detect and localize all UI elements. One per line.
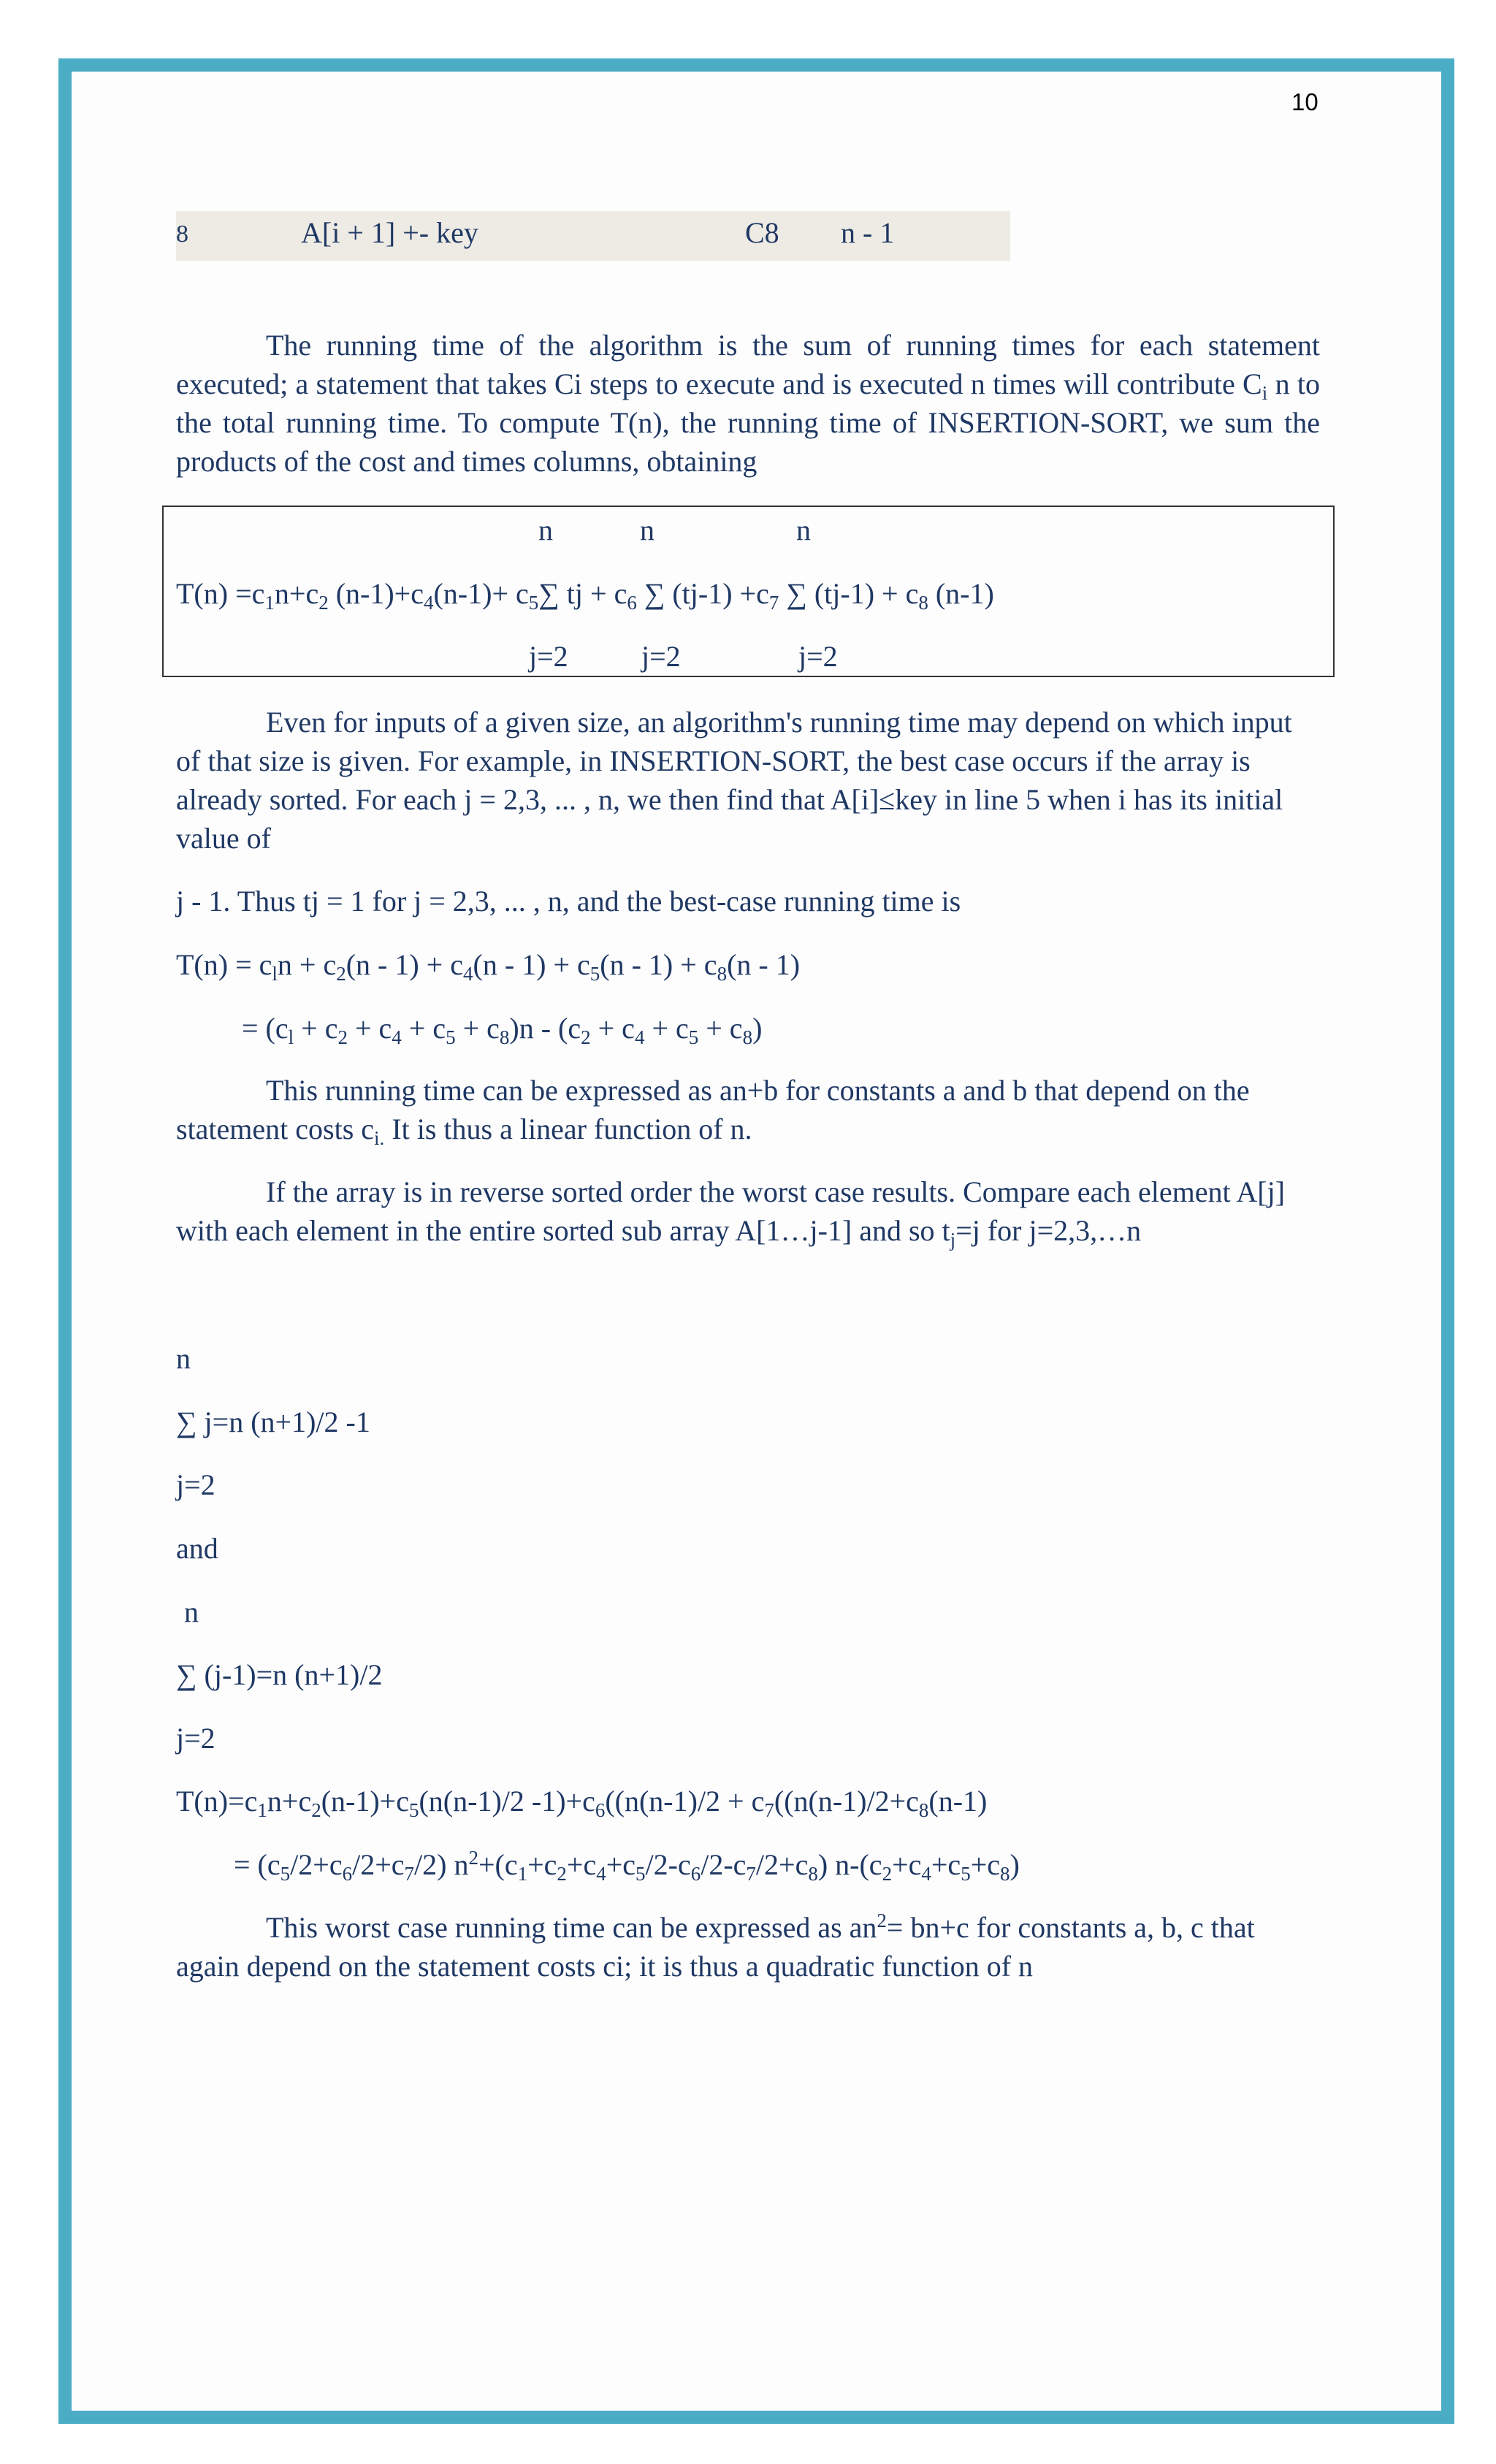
paragraph-worst-case: If the array is in reverse sorted order the worst case results. Compare each element A[j] with each element in the entire sorted sub array A[1…j-1] and so $t_j=j$ for j=2,3,…n bbox=[176, 1175, 1285, 1251]
table-row-statement: A[i + 1] +- key bbox=[301, 216, 478, 249]
sum-lower-limit: j=2 bbox=[798, 640, 838, 673]
paragraph-linear: This running time can be expressed as an+b for constants a and b that depend on the statement costs $c_{i.}$ It is thus a linear function of n. bbox=[176, 1074, 1250, 1149]
line-tj: j - 1. Thus tj = 1 for j = 2,3, ... , n, and the best-case running time is bbox=[176, 885, 961, 918]
formula-worst-case-2: = $(c_5/2+c_6/2+c_7/2)$ $n^2+(c_1+c_2+c_4+c_5/2-c_6/2-c_7/2+c_8)$ $n-(c_2+c_4+c_5+c_8)$ bbox=[234, 1847, 1020, 1885]
formula-worst-case-1: $T(n)=c_1n+c_2(n-1)+c_5(n(n-1)/2$ $-1)+c_6((n(n-1)/2 + c_7((n(n-1)/2+c_8(n-1)$ bbox=[176, 1785, 988, 1821]
sum2-lower: j=2 bbox=[176, 1722, 215, 1755]
formula-best-case-2: = $(c_l + c_2 + c_4 + c_5 + c_8)n - (c_2 + c_4 + c_5 + c_8)$ bbox=[242, 1012, 763, 1048]
page-number: 10 bbox=[1291, 88, 1318, 115]
paragraph-best-case: Even for inputs of a given size, an algorithm's running time may depend on which input of that size is given. For example, in INSERTION-SORT, the best case occurs if the array is already sorted. For each j = 2,3, ... , n, we then find that A[i]≤key in line 5 when i has its initial value of bbox=[176, 706, 1292, 855]
formula-running-time: $T(n) =c_1n+c_2$ $(n-1)+c_4(n-1)+ c_5\sum$ tj + $c_6$ ∑ $(tj-1) +c_7$ ∑ $(tj-1) + c_8$ (n-1) bbox=[176, 577, 994, 614]
sum1-body: ∑ j=n (n+1)/2 -1 bbox=[176, 1405, 370, 1438]
sum-lower-limit: j=2 bbox=[529, 640, 568, 673]
paragraph-quadratic: This worst case running time can be expressed as $an^2= bn+c$ for constants a, b, c that again depend on the statement costs ci; it is thus a quadratic function of n bbox=[176, 1910, 1255, 1983]
table-row-cost: C8 bbox=[745, 216, 779, 249]
and-word: and bbox=[176, 1532, 218, 1565]
paragraph-running-time: The running time of the algorithm is the sum of running times for each statement executed; a statement that takes Ci steps to execute and is executed n times will contribute $C_i$ n to the total running time. To compute T(n), the running time of INSERTION-SORT, we sum the products of the cost and times columns, obtaining bbox=[176, 329, 1320, 478]
sum1-upper: n bbox=[176, 1342, 191, 1375]
table-row-number: 8 bbox=[176, 221, 188, 248]
sum1-lower: j=2 bbox=[176, 1468, 215, 1501]
sum-upper-limit: n bbox=[538, 514, 553, 546]
sum2-body: ∑ (j-1)=n (n+1)/2 bbox=[176, 1658, 383, 1691]
sum-upper-limit: n bbox=[640, 514, 654, 546]
formula-best-case-1: $T(n) = c_ln + c_2(n - 1) + c_4(n - 1) + c_5(n - 1) + c_8(n - 1)$ bbox=[176, 948, 801, 985]
table-row-times: n - 1 bbox=[841, 216, 895, 249]
sum-upper-limit: n bbox=[796, 514, 811, 546]
sum2-upper: n bbox=[184, 1595, 199, 1628]
sum-lower-limit: j=2 bbox=[641, 640, 681, 673]
